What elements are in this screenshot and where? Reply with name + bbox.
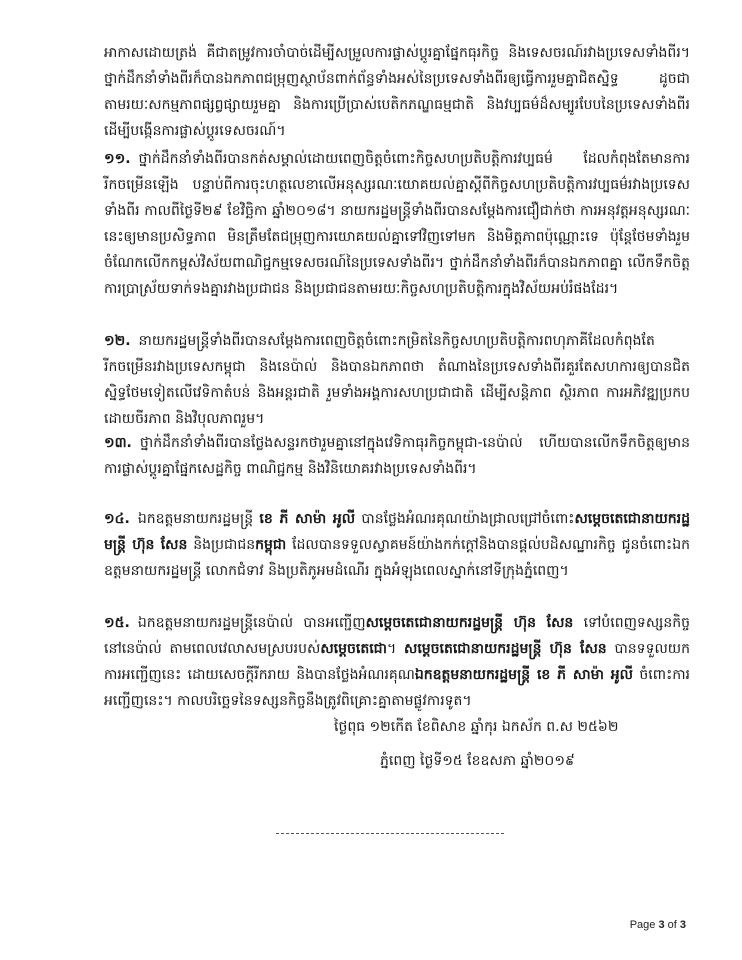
paragraph-11	[104, 146, 690, 302]
bold-name: កម្ពុជា	[255, 537, 287, 553]
lunar-date: ថ្ងៃពុធ ១២កើត ខែពិសាខ ឆ្នាំកុរ ឯកស័ក ព.ស ២៥៦២	[334, 719, 619, 735]
paragraph-text: ថ្នាក់ដឹកនាំទាំងពីរបានថ្លែងសន្ទរកថារួមគ្នានៅក្នុងវេទិកាធុរកិច្ចកម្ពុជា-នេប៉ាល់ ហើយបានលើកទឹកចិត្តឲ្យមានការផ្លាស់ប្តូរគ្នាផ្នែកសេដ្ឋកិច្ច ពាណិជ្ជកម្ម និងវិនិយោគរវាងប្រទេសទាំងពីរ។	[104, 435, 690, 477]
bold-name: ខេ ភី សាម៉ា អូលី	[259, 511, 356, 527]
paragraph-10-continued	[104, 40, 690, 144]
bold-name: ឯកឧត្តមនាយករដ្ឋមន្ត្រី ខេ ភី សាម៉ា អូលី	[414, 667, 633, 683]
page-label: Page	[629, 919, 659, 931]
paragraph-number: ១៤.	[104, 511, 130, 527]
paragraph-text: ទៅបំពេញទស្សនកិច្ចនៅនេប៉ាល់ តាមពេលវេលាសមស្របរបស់	[104, 615, 690, 657]
paragraph-13	[104, 430, 690, 482]
bold-name: សម្តេចតេជោនាយករដ្ឋមន្ត្រី ហ៊ុន សែន	[403, 641, 607, 657]
bold-name: សម្តេចតេជោ	[320, 641, 387, 657]
paragraph-text: ឯកឧត្តមនាយករដ្ឋមន្ត្រីនេប៉ាល់ បានអញ្ជើញ	[137, 615, 366, 631]
paragraph-text: នាយករដ្ឋមន្ត្រីទាំងពីរបានសម្តែងការពេញចិត្តចំពោះកម្រិតនៃកិច្ចសហប្រតិបត្តិការពហុភាគីដែលកំពុងតែរីកចម្រើនរវាងប្រទេសកម្ពុជា និងនេប៉ាល់ និងបានឯកភាពថា តំណាងនៃប្រទេសទាំងពីរគួរតែសហការឲ្យបានជិតស្និទ្ធថែមទៀតលើវេទិកាតំបន់ និងអន្តរជាតិ រួមទាំងអង្គការសហប្រជាជាតិ ដើម្បីសន្តិភាព ស្ថិរភាព ការអភិវឌ្ឍប្រកបដោយចីរភាព និងវិបុលភាពរួម។	[104, 333, 690, 427]
page-current: 3	[658, 919, 665, 931]
paragraph-number: ១២.	[104, 333, 131, 349]
paragraph-text: និងប្រជាជន	[187, 537, 256, 553]
paragraph-text: អាកាសដោយត្រង់ គឺជាតម្រូវការចាំបាច់ដើម្បីសម្រួលការផ្លាស់ប្តូរគ្នាផ្នែកធុរកិច្ច និងទេសចរណ៍រវាងប្រទេសទាំងពីរ។ ថ្នាក់ដឹកនាំទាំងពីរក៏បានឯកភាពជម្រុញស្ថាប័នពាក់ព័ន្ធទាំងអស់នៃប្រទេសទាំងពីរឲ្យធ្វើការរួមគ្នាជិតស្និទ្ធ ដូចជាតាមរយៈសកម្មភាពផ្សព្វផ្សាយរួមគ្នា និងការប្រើប្រាស់បេតិកភណ្ឌធម្មជាតិ និងវប្បធម៌ដ៏សម្បូរបែបនៃប្រទេសទាំងពីរ ដើម្បីបង្កើនការផ្លាស់ប្តូរទេសចរណ៍។	[104, 45, 690, 139]
separator-line	[276, 833, 504, 834]
solar-date: ភ្នំពេញ ថ្ងៃទី១៥ ខែឧសភា ឆ្នាំ២០១៩	[380, 753, 575, 769]
paragraph-14	[104, 506, 690, 584]
paragraph-text: ថ្នាក់ដឹកនាំទាំងពីរបានកត់សម្គាល់ដោយពេញចិត្តចំពោះកិច្ចសហប្រតិបត្តិការវប្បធម៌ ដែលកំពុងតែមានការរីកចម្រើនឡើង បន្ទាប់ពីការចុះហត្ថលេខាលើអនុស្សរណៈយោគយល់គ្នាស្តីពីកិច្ចសហប្រតិបត្តិការវប្បធម៌រវាងប្រទេសទាំងពីរ កាលពីថ្ងៃទី២៩ ខែវិច្ឆិកា ឆ្នាំ២០១៨។ នាយករដ្ឋមន្ត្រីទាំងពីរបានសម្តែងការជឿជាក់ថា ការអនុវត្តអនុស្សរណៈនេះឲ្យមានប្រសិទ្ធភាព មិនត្រឹមតែជម្រុញការយោគយល់គ្នាទៅវិញទៅមក និងមិត្តភាពប៉ុណ្ណោះទេ ប៉ុន្តែថែមទាំងរួមចំណែកលើកកម្ពស់វិស័យពាណិជ្ជកម្មទេសចរណ៍នៃប្រទេសទាំងពីរ។ ថ្នាក់ដឹកនាំទាំងពីរក៏បានឯកភាពគ្នា លើកទឹកចិត្តការប្រាស្រ័យទាក់ទងគ្នារវាងប្រជាជន និងប្រជាជនតាមរយៈកិច្ចសហប្រតិបត្តិការក្នុងវិស័យអប់រំផងដែរ។	[104, 151, 690, 297]
paragraph-15	[104, 610, 690, 714]
paragraph-number: ១៥.	[104, 615, 130, 631]
paragraph-text: ចំពោះការអញ្ជើញនេះ។ កាលបរិច្ឆេទនៃទស្សនកិច្ចនឹងត្រូវពិគ្រោះគ្នាតាមផ្លូវការទូត។	[104, 667, 690, 709]
bold-name: សម្តេចតេជោនាយករដ្ឋមន្ត្រី ហ៊ុន សែន	[365, 615, 574, 631]
paragraph-text: បានទទួលយកការអញ្ជើញនេះ ដោយសេចក្តីរីករាយ និងបានថ្លែងអំណរគុណ	[104, 641, 690, 683]
paragraph-text: ។	[386, 641, 404, 657]
paragraph-number: ១១.	[104, 151, 131, 167]
page-number	[630, 919, 686, 931]
paragraph-number: ១៣.	[104, 435, 132, 451]
paragraph-12	[104, 328, 690, 432]
paragraph-text: ដែលបានទទួលស្វាគមន៍យ៉ាងកក់ក្តៅនិងបានផ្តល់បដិសណ្ឋារកិច្ច ជូនចំពោះឯកឧត្តមនាយករដ្ឋមន្ត្រី លោកជំទាវ និងប្រតិភូអមដំណើរ ក្នុងអំឡុងពេលស្នាក់នៅទីក្រុងភ្នំពេញ។	[104, 537, 690, 579]
paragraph-text: ឯកឧត្តមនាយករដ្ឋមន្ត្រី	[137, 511, 260, 527]
page-total: 3	[679, 919, 686, 931]
bold-name: សម្តេចតេជោនាយករដ្ឋមន្ត្រី ហ៊ុន សែន	[104, 511, 690, 553]
paragraph-text: បានថ្លែងអំណរគុណយ៉ាងជ្រាលជ្រៅចំពោះ	[355, 511, 575, 527]
page-of-label: of	[664, 919, 680, 931]
